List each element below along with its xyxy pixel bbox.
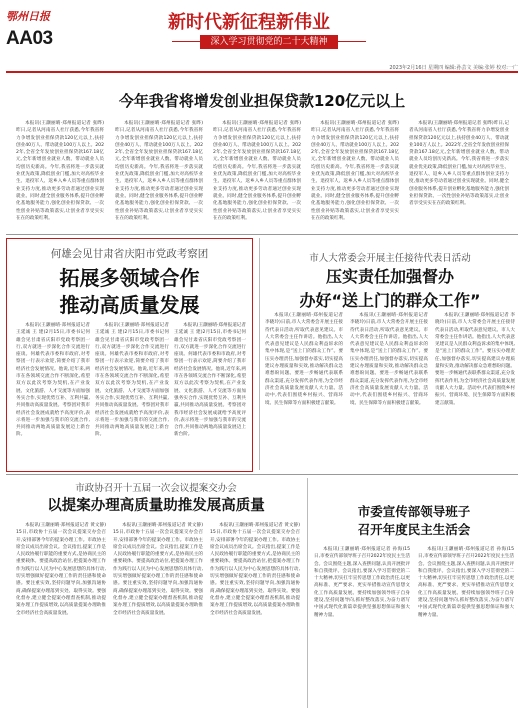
article4-col3: 本报讯(王灏丽晴·郑州报道记者 黄文静)15日,市政协十五届一次会议提案交办会召开,安排部署今年的提案办理工作。市政协主席会议成员出席会议。会议指出,提案工作是人民政协履行职能的重要方式,是协商民主的重要载体。要提高政治站位,把提案办理工作作为践行以人民为中心发展思想的具体行动,切实增强做好提案办理工作的责任感和使命感。要注重实效,坚持问题导向,加强沟通协商,确保提案办理落到实处、取得实效。要强化督办,建立健全提案办理督查机制,推动提案办理工作提质增效,以高质量提案办理助推全市经济社会高质量发展。 — [210, 523, 300, 616]
article4-col1 — [16, 522, 106, 706]
divider — [6, 234, 518, 235]
article1-col4: 本报讯(王灏丽晴·郑州报道记者 张晔)昨日,记者从河南省人社厅获悉,今年我省将力争增发创业担保贷款120亿元以上,扶持创业40万人、带动就业100万人以上。2022年,全省全年发放创业担保贷款167.18亿元,全年新增创业就业人数、带动就业人员均创历史新高。今年,我省将进一步落实就业优先政策,降低创业门槛,加大对高校毕业生、退役军人、返乡入乡人员等重点群体创业支持力度,推动更多劳动者通过创业实现就业。同时,健全创业服务体系,提升创业孵化基地服务能力,强化创业担保贷款、一次性创业补贴等政策落实,让创业者享受实实在在的政策红利。 — [311, 121, 399, 221]
article4-col2: 本报讯(王灏丽晴·郑州报道记者 黄文静)15日,市政协十五届一次会议提案交办会召开,安排部署今年的提案办理工作。市政协主席会议成员出席会议。会议指出,提案工作是人民政协履行职能的重要方式,是协商民主的重要载体。要提高政治站位,把提案办理工作作为践行以人民为中心发展思想的具体行动,切实增强做好提案办理工作的责任感和使命感。要注重实效,坚持问题导向,加强沟通协商,确保提案办理落到实处、取得实效。要强化督办,建立健全提案办理督查机制,推动提案办理工作提质增效,以高质量提案办理助推全市经济社会高质量发展。 — [113, 523, 203, 616]
article3-title-line2: 办好“送上门的群众工作” — [299, 291, 481, 310]
header-rule — [6, 71, 518, 73]
article2-col3: 本报讯(王灏丽晴·郑州报道记者 王延诚 王 建)2月15日,市委书记何雄会见甘肃省庆阳市党政考察团一行,双方就进一步深化合作交流进行座谈。何雄代表市委和市政府,对考察团一行表示欢迎,简要介绍了我市经济社会发展情况。他说,近年来,两市在各领域交流合作不断深化,希望双方以此次考察为契机,在产业发展、文化旅游、人才交流等方面加强务实合作,实现优势互补、互利共赢,共同推动高质量发展。考察团对我市经济社会发展成就给予高度评价,表示将进一步加强与我市的交流合作,共同推动两地高质量发展迈上新台阶。 — [174, 323, 246, 438]
article4-body: 本报讯(王灏丽晴·郑州报道记者 黄文静)15日,市政协十五届一次会议提案交办会召开,安排部署今年的提案办理工作。市政协主席会议成员出席会议。会议指出,提案工作是人民政协履行职能的重要方式,是协商民主的重要载体。要提高政治站位,把提案办理工作作为践行以人民为中心发展思想的具体行动,切实增强做好提案办理工作的责任感和使命感。要注重实效,坚持问题导向,加强沟通协商,确保提案办理落到实处、取得实效。要强化督办,建立健全提案办理督查机制,推动提案办理工作提质增效,以高质量提案办理助推全市经济社会高质量发展。 — [16, 523, 106, 616]
article4-title: 以提案办理高质量助推发展高质量 — [47, 498, 265, 514]
article1-body: 本报讯(王灏丽晴·郑州报道记者 张晔)昨日,记者从河南省人社厅获悉,今年我省将力争增发创业担保贷款120亿元以上,扶持创业40万人、带动就业100万人以上。2022年,全省全年发放创业担保贷款167.18亿元,全年新增创业就业人数、带动就业人员均创历史新高。今年,我省将进一步落实就业优先政策,降低创业门槛,加大对高校毕业生、退役军人、返乡入乡人员等重点群体创业支持力度,推动更多劳动者通过创业实现就业。同时,健全创业服务体系,提升创业孵化基地服务能力,强化创业担保贷款、一次性创业补贴等政策落实,让创业者享受实实在在的政策红利。 — [16, 121, 104, 221]
page-number: AA03 — [6, 28, 53, 49]
article2-title-line1: 拓展多领域合作 — [59, 266, 200, 290]
column-rule — [307, 478, 308, 708]
article2-title-line2: 推动高质量发展 — [59, 293, 200, 317]
article5-body: 本报讯(王灏丽晴·郑州报道记者 孙海)15日,市委宣传部领导班子召开2022年度民主生活会。会议围绕主题,深入查摆问题,认真开展批评和自我批评。会议指出,要深入学习贯彻党的二十大精神,切实扛牢宣传思想工作政治责任,以更高标准、更严要求、更实举措推动宣传思想文化工作高质量发展。要持续加强领导班子自身建设,坚持问题导向,抓好整改落实,为奋力谱写中国式现代化新篇章提供坚强思想保证和强大精神力量。 — [314, 547, 410, 618]
article5-col1 — [314, 546, 410, 706]
article5-title-line2: 召开年度民主生活会 — [357, 522, 471, 537]
article5-title-line1: 市委宣传部领导班子 — [357, 504, 471, 519]
newspaper-logo: 鄂州日报 — [6, 10, 50, 23]
article1-col1 — [16, 120, 104, 230]
article1-col3: 本报讯(王灏丽晴·郑州报道记者 张晔)昨日,记者从河南省人社厅获悉,今年我省将力争增发创业担保贷款120亿元以上,扶持创业40万人、带动就业100万人以上。2022年,全省全年发放创业担保贷款167.18亿元,全年新增创业就业人数、带动就业人员均创历史新高。今年,我省将进一步落实就业优先政策,降低创业门槛,加大对高校毕业生、退役军人、返乡入乡人员等重点群体创业支持力度,推动更多劳动者通过创业实现就业。同时,健全创业服务体系,提升创业孵化基地服务能力,强化创业担保贷款、一次性创业补贴等政策落实,让创业者享受实实在在的政策红利。 — [213, 121, 301, 221]
article2-kicker: 何雄会见甘肃省庆阳市党政考察团 — [50, 248, 209, 260]
article1-col2: 本报讯(王灏丽晴·郑州报道记者 张晔)昨日,记者从河南省人社厅获悉,今年我省将力争增发创业担保贷款120亿元以上,扶持创业40万人、带动就业100万人以上。2022年,全省全年发放创业担保贷款167.18亿元,全年新增创业就业人数、带动就业人员均创历史新高。今年,我省将进一步落实就业优先政策,降低创业门槛,加大对高校毕业生、退役军人、返乡入乡人员等重点群体创业支持力度,推动更多劳动者通过创业实现就业。同时,健全创业服务体系,提升创业孵化基地服务能力,强化创业担保贷款、一次性创业补贴等政策落实,让创业者享受实实在在的政策红利。 — [115, 121, 203, 221]
section-banner: 深入学习贯彻党的二十大精神 — [200, 35, 338, 49]
article5-col2: 本报讯(王灏丽晴·郑州报道记者 孙海)15日,市委宣传部领导班子召开2022年度民主生活会。会议围绕主题,深入查摆问题,认真开展批评和自我批评。会议指出,要深入学习贯彻党的二十大精神,切实扛牢宣传思想工作政治责任,以更高标准、更严要求、更实举措推动宣传思想文化工作高质量发展。要持续加强领导班子自身建设,坚持问题导向,抓好整改落实,为奋力谱写中国式现代化新篇章提供坚强思想保证和强大精神力量。 — [418, 547, 514, 618]
dateline: 2023年2月16日 星期四 编辑:孙芸文 美编:张婷 校对:一广 — [389, 65, 518, 71]
section-slogan: 新时代新征程新伟业 — [168, 12, 330, 33]
article2-col1 — [16, 322, 90, 462]
article2-body: 本报讯(王灏丽晴·郑州报道记者 王延诚 王 建)2月15日,市委书记何雄会见甘肃省庆阳市党政考察团一行,双方就进一步深化合作交流进行座谈。何雄代表市委和市政府,对考察团一行表示欢迎,简要介绍了我市经济社会发展情况。他说,近年来,两市在各领域交流合作不断深化,希望双方以此次考察为契机,在产业发展、文化旅游、人才交流等方面加强务实合作,实现优势互补、互利共赢,共同推动高质量发展。考察团对我市经济社会发展成就给予高度评价,表示将进一步加强与我市的交流合作,共同推动两地高质量发展迈上新台阶。 — [16, 323, 90, 438]
article1-title: 今年我省将增发创业担保贷款120亿元以上 — [118, 92, 406, 110]
article4-kicker: 市政协召开十五届一次会议提案交办会 — [75, 483, 237, 494]
article3-body: 本报讯(王灏丽晴·郑州报道记者 李晓玲)日前,市人大常委会开展主任接待代表日活动,听取代表意见建议。市人大常委会主任作讲话。他指出,人大代表意见建议是人民群众利益诉求的集中体现,是“送上门的群众工作”。要压实办理责任,加强督办落实,切实提高建议办理质量和实效,推动解决群众急难愁盼问题。要进一步畅通代表联系群众渠道,充分发挥代表作用,为全市经济社会高质量发展贡献人大力量。活动中,代表们围绕乡村振兴、营商环境、民生保障等方面积极建言献策。 — [265, 313, 343, 406]
article3-kicker: 市人大常委会开展主任接待代表日活动 — [309, 253, 471, 264]
column-rule — [259, 238, 260, 470]
article1-col5: 本报讯(王灏丽晴·郑州报道记者 张晔)昨日,记者从河南省人社厅获悉,今年我省将力争增发创业担保贷款120亿元以上,扶持创业40万人、带动就业100万人以上。2022年,全省全年发放创业担保贷款167.18亿元,全年新增创业就业人数、带动就业人员均创历史新高。今年,我省将进一步落实就业优先政策,降低创业门槛,加大对高校毕业生、退役军人、返乡入乡人员等重点群体创业支持力度,推动更多劳动者通过创业实现就业。同时,健全创业服务体系,提升创业孵化基地服务能力,强化创业担保贷款、一次性创业补贴等政策落实,让创业者享受实实在在的政策红利。 — [409, 121, 509, 207]
divider — [6, 474, 518, 475]
article2-col2: 本报讯(王灏丽晴·郑州报道记者 王延诚 王 建)2月15日,市委书记何雄会见甘肃省庆阳市党政考察团一行,双方就进一步深化合作交流进行座谈。何雄代表市委和市政府,对考察团一行表示欢迎,简要介绍了我市经济社会发展情况。他说,近年来,两市在各领域交流合作不断深化,希望双方以此次考察为契机,在产业发展、文化旅游、人才交流等方面加强务实合作,实现优势互补、互利共赢,共同推动高质量发展。考察团对我市经济社会发展成就给予高度评价,表示将进一步加强与我市的交流合作,共同推动两地高质量发展迈上新台阶。 — [95, 323, 169, 438]
article3-col2: 本报讯(王灏丽晴·郑州报道记者 李晓玲)日前,市人大常委会开展主任接待代表日活动,听取代表意见建议。市人大常委会主任作讲话。他指出,人大代表意见建议是人民群众利益诉求的集中体现,是“送上门的群众工作”。要压实办理责任,加强督办落实,切实提高建议办理质量和实效,推动解决群众急难愁盼问题。要进一步畅通代表联系群众渠道,充分发挥代表作用,为全市经济社会高质量发展贡献人大力量。活动中,代表们围绕乡村振兴、营商环境、民生保障等方面积极建言献策。 — [350, 313, 428, 406]
article3-col3: 本报讯(王灏丽晴·郑州报道记者 李晓玲)日前,市人大常委会开展主任接待代表日活动,听取代表意见建议。市人大常委会主任作讲话。他指出,人大代表意见建议是人民群众利益诉求的集中体现,是“送上门的群众工作”。要压实办理责任,加强督办落实,切实提高建议办理质量和实效,推动解决群众急难愁盼问题。要进一步畅通代表联系群众渠道,充分发挥代表作用,为全市经济社会高质量发展贡献人大力量。活动中,代表们围绕乡村振兴、营商环境、民生保障等方面积极建言献策。 — [435, 313, 515, 406]
article3-col1 — [265, 312, 343, 462]
article3-title-line1: 压实责任加强督办 — [325, 267, 454, 286]
